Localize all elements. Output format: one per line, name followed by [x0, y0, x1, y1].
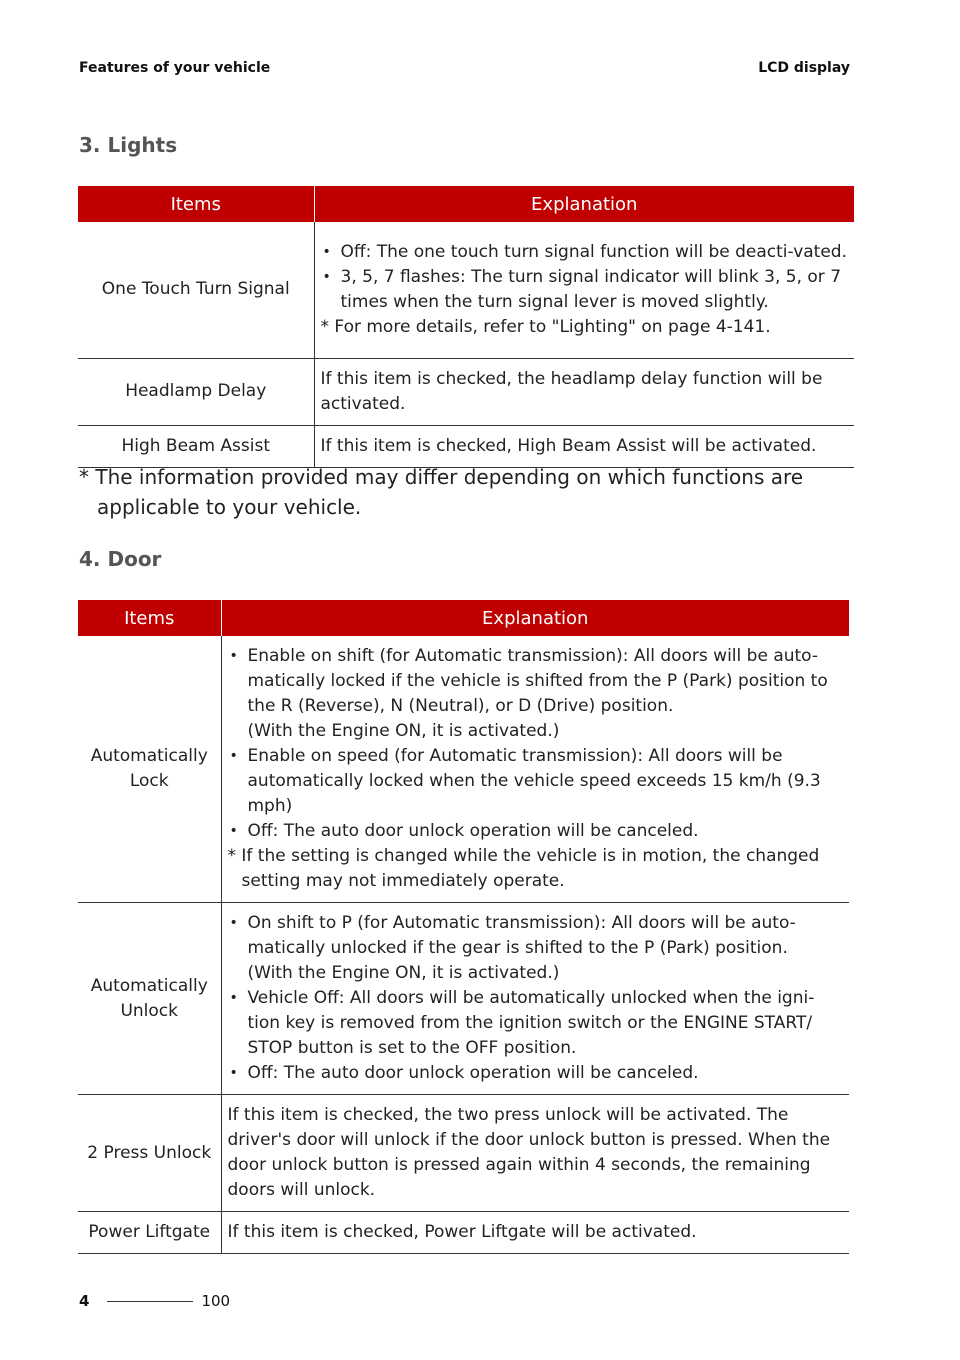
- bullet-item: • Off: The auto door unlock operation will be canceled.: [228, 1061, 844, 1086]
- page-number: 100: [201, 1292, 231, 1310]
- bullet-text-extra: (With the Engine ON, it is activated.): [247, 721, 560, 741]
- door-section-title: 4. Door: [79, 547, 162, 571]
- table-row: [78, 425, 854, 467]
- row-item-label: Automatically Lock: [78, 636, 221, 903]
- lights-footnote: * The information provided may differ depending on which functions are applicable to your vehicle.: [79, 465, 804, 519]
- table-row: [78, 1095, 849, 1212]
- running-header-topic: LCD display: [758, 60, 850, 76]
- bullet-item: • Off: The auto door unlock operation will be canceled.: [228, 819, 844, 844]
- row-item-label: Automatically Unlock: [78, 903, 221, 1095]
- row-explanation: If this item is checked, the two press unlock will be activated. The driver's door will unlock if the door unlock button is pressed. When the door unlock button is pressed again within 4 seconds, the remaining doors will unlock.: [221, 1095, 849, 1212]
- bullet-item: • Off: The one touch turn signal function will be deacti-vated.: [321, 240, 849, 265]
- bullet-item: • Enable on speed (for Automatic transmission): All doors will be automatically locked when the vehicle speed exceeds 15 km/h (9.3 mph): [228, 744, 844, 819]
- table-row: [78, 222, 854, 358]
- bullet-text-extra: (With the Engine ON, it is activated.): [247, 963, 560, 983]
- row-explanation: If this item is checked, the headlamp delay function will be activated.: [314, 358, 854, 425]
- column-header-explanation: Explanation: [314, 186, 854, 222]
- page-footer: [79, 1292, 230, 1310]
- bullet-item: • Vehicle Off: All doors will be automatically unlocked when the igni-tion key is removed from the ignition switch or the ENGINE START/ STOP button is set to the OFF position.: [228, 986, 844, 1061]
- lights-table-header: [78, 186, 854, 222]
- bullet-item: [228, 644, 844, 744]
- chapter-number: 4: [79, 1292, 90, 1310]
- running-header-section: Features of your vehicle: [79, 60, 271, 76]
- row-item-label: One Touch Turn Signal: [78, 222, 314, 358]
- bullet-list: [321, 240, 849, 315]
- column-header-items: Items: [78, 600, 221, 636]
- door-table: [78, 600, 849, 1254]
- bullet-list: [228, 911, 844, 1086]
- bullet-list: [228, 644, 844, 844]
- table-row: [78, 1212, 849, 1254]
- door-table-header: [78, 600, 849, 636]
- lights-section-title: 3. Lights: [79, 133, 178, 157]
- table-row: [78, 358, 854, 425]
- column-header-items: Items: [78, 186, 314, 222]
- bullet-item: [228, 911, 844, 986]
- bullet-text: On shift to P (for Automatic transmission): All doors will be auto-matically unlocked if the gear is shifted to the P (Park) position.: [247, 913, 796, 958]
- table-row: [78, 903, 849, 1095]
- row-item-label: Headlamp Delay: [78, 358, 314, 425]
- row-item-label: 2 Press Unlock: [78, 1095, 221, 1212]
- row-note: * For more details, refer to "Lighting" on page 4-141.: [320, 316, 771, 337]
- column-header-explanation: Explanation: [221, 600, 849, 636]
- row-explanation: If this item is checked, Power Liftgate will be activated.: [221, 1212, 849, 1254]
- row-explanation: [221, 903, 849, 1095]
- row-item-label: High Beam Assist: [78, 425, 314, 467]
- row-item-label: Power Liftgate: [78, 1212, 221, 1254]
- table-row: [78, 636, 849, 903]
- bullet-item: • 3, 5, 7 flashes: The turn signal indicator will blink 3, 5, or 7 times when the turn signal lever is moved slightly.: [321, 265, 849, 315]
- row-explanation: If this item is checked, High Beam Assist will be activated.: [314, 425, 854, 467]
- row-note: * If the setting is changed while the vehicle is in motion, the changed setting may not immediately operate.: [227, 846, 820, 891]
- row-explanation: [314, 222, 854, 358]
- footer-divider: [107, 1301, 193, 1302]
- bullet-text: Enable on shift (for Automatic transmission): All doors will be auto-matically locked if the vehicle is shifted from the P (Park) position to the R (Reverse), N (Neutral), or D (Drive) position.: [247, 646, 828, 716]
- row-explanation: [221, 636, 849, 903]
- lights-table: [78, 186, 854, 468]
